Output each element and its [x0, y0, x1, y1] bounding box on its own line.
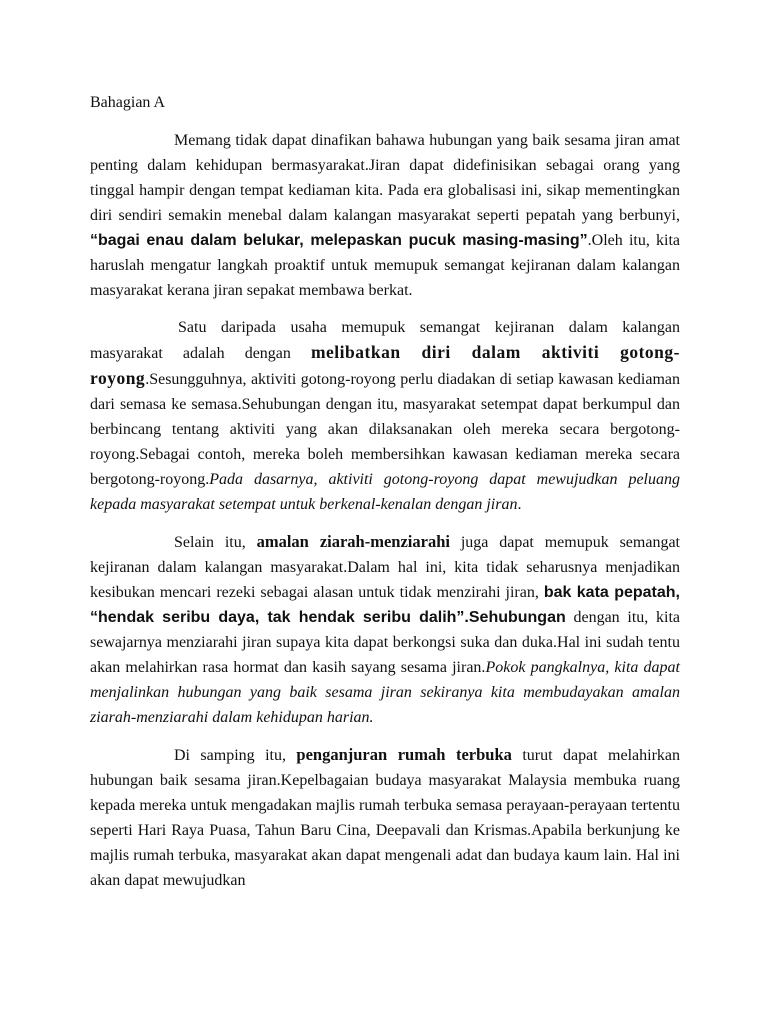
section-heading: Bahagian A [90, 94, 166, 111]
p1-proverb: “bagai enau dalam belukar, melepaskan pucuk masing-masing” [90, 232, 588, 249]
paragraph-2 [90, 315, 680, 517]
p2-conclusion: Pada dasarnya, aktiviti gotong-royong dapat mewujudkan peluang kepada masyarakat setempat untuk berkenal-kenalan dengan jiran [90, 471, 680, 513]
p3-text-3: dengan itu, kita sewajarnya menziarahi jiran supaya kita dapat berkongsi suka dan duka.Hal ini sudah tentu akan melahirkan rasa hormat dan kasih sayang sesama jiran. [90, 609, 680, 676]
p3-conclusion: Pokok pangkalnya, kita dapat menjalinkan hubungan yang baik sesama jiran sekiranya kita membudayakan amalan ziarah-menziarahi dalam kehidupan harian. [90, 659, 681, 726]
p2-text-1: Satu daripada usaha memupuk semangat kejiranan dalam kalangan masyarakat adalah dengan [90, 319, 680, 362]
p4-text-2: turut dapat melahirkan hubungan baik sesama jiran.Kepelbagaian budaya masyarakat Malaysia membuka ruang kepada mereka untuk mengadakan majlis rumah terbuka semasa perayaan-perayaan tertentu seperti Hari Raya Puasa, Tahun Baru Cina, Deepavali dan Krismas.Apabila berkunjung ke majlis rumah terbuka, masyarakat akan dapat mengenali adat dan budaya kaum lain. Hal ini akan dapat mewujudkan [90, 747, 681, 889]
p1-text-1: Memang tidak dapat dinafikan bahawa hubungan yang baik sesama jiran amat penting dalam kehidupan bermasyarakat.Jiran dapat didefinisikan sebagai orang yang tinggal hampir dengan tempat kediaman kita. Pada era globalisasi ini, sikap mementingkan diri sendiri semakin menebal dalam kalangan masyarakat seperti pepatah yang berbunyi, [90, 132, 680, 224]
paragraph-1 [90, 128, 680, 303]
p4-key-point: penganjuran rumah terbuka [296, 745, 512, 764]
paragraph-4 [90, 742, 680, 893]
paragraph-3 [90, 529, 680, 730]
p2-key-point: melibatkan diri dalam aktiviti gotong-royong [90, 342, 680, 388]
p4-text-1: Di samping itu, [174, 747, 297, 764]
p2-text-3: . [517, 496, 522, 513]
p2-text-2: .Sesungguhnya, aktiviti gotong-royong perlu diadakan di setiap kawasan kediaman dari semasa ke semasa.Sehubungan dengan itu, masyarakat setempat dapat berkumpul dan berbincang tentang aktiviti yang akan dilaksanakan oleh mereka secara bergotong-royong.Sebagai contoh, mereka boleh membersihkan kawasan kediaman mereka secara bergotong-royong. [90, 371, 680, 488]
p3-key-point: amalan ziarah-menziarahi [256, 532, 450, 551]
p3-text-1: Selain itu, [174, 534, 257, 551]
p3-text-2: juga dapat memupuk semangat kejiranan dalam kalangan masyarakat.Dalam hal ini, kita tidak seharusnya menjadikan kesibukan mencari rezeki sebagai alasan untuk tidak menzirahi jiran, [90, 534, 680, 601]
p1-text-2: .Oleh itu, kita haruslah mengatur langkah proaktif untuk memupuk semangat kejiranan dalam kalangan masyarakat kerana jiran sepakat membawa berkat. [90, 232, 681, 299]
p3-proverb: bak kata pepatah, “hendak seribu daya, tak hendak seribu dalih”.Sehubungan [90, 584, 681, 626]
